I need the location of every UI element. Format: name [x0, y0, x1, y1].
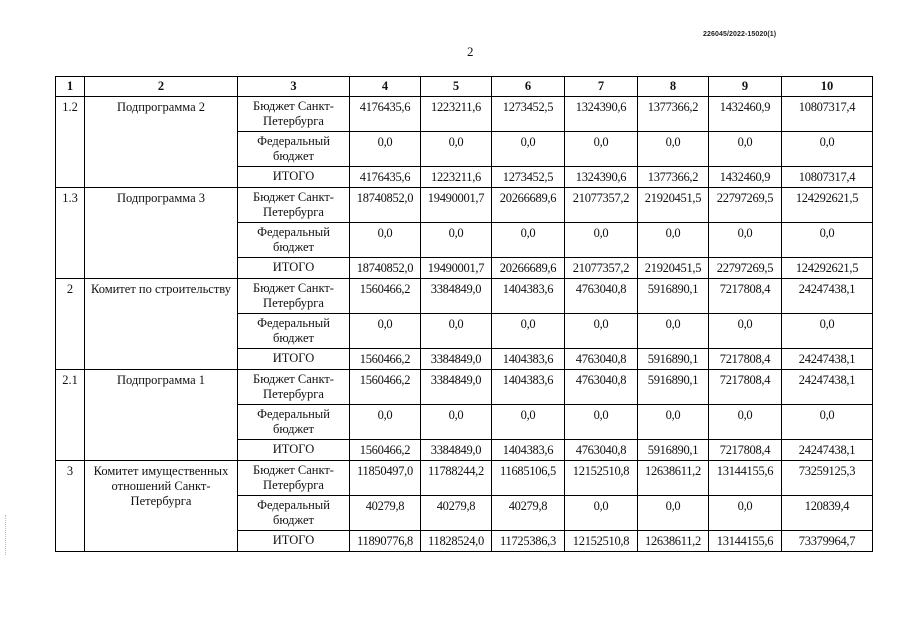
column-header: 10 [782, 77, 873, 97]
amount-cell: 5916890,1 [638, 279, 709, 314]
funding-source: ИТОГО [238, 440, 350, 461]
amount-cell: 0,0 [492, 314, 565, 349]
table-row [56, 188, 873, 223]
amount-cell: 1404383,6 [492, 279, 565, 314]
column-header: 4 [350, 77, 421, 97]
column-header: 1 [56, 77, 85, 97]
amount-cell: 0,0 [782, 314, 873, 349]
amount-cell: 1432460,9 [709, 97, 782, 132]
amount-cell: 0,0 [565, 223, 638, 258]
amount-cell: 1560466,2 [350, 349, 421, 370]
amount-cell: 1273452,5 [492, 167, 565, 188]
amount-cell: 1324390,6 [565, 97, 638, 132]
column-header: 7 [565, 77, 638, 97]
amount-cell: 4176435,6 [350, 97, 421, 132]
amount-cell: 13144155,6 [709, 461, 782, 496]
amount-cell: 124292621,5 [782, 258, 873, 279]
amount-cell: 0,0 [421, 314, 492, 349]
amount-cell: 19490001,7 [421, 188, 492, 223]
document-id: 226045/2022-15020(1) [703, 31, 777, 38]
row-code: 1.2 [56, 97, 85, 188]
amount-cell: 0,0 [638, 496, 709, 531]
amount-cell: 12638611,2 [638, 461, 709, 496]
funding-source: ИТОГО [238, 258, 350, 279]
amount-cell: 0,0 [709, 496, 782, 531]
row-name: Подпрограмма 1 [85, 370, 238, 461]
row-code: 2 [56, 279, 85, 370]
table-row [56, 97, 873, 132]
amount-cell: 24247438,1 [782, 440, 873, 461]
amount-cell: 12638611,2 [638, 531, 709, 552]
table-row [56, 461, 873, 496]
amount-cell: 40279,8 [421, 496, 492, 531]
amount-cell: 1560466,2 [350, 279, 421, 314]
column-header: 9 [709, 77, 782, 97]
amount-cell: 11850497,0 [350, 461, 421, 496]
amount-cell: 3384849,0 [421, 349, 492, 370]
funding-source: Бюджет Санкт-Петербурга [238, 370, 350, 405]
amount-cell: 3384849,0 [421, 279, 492, 314]
amount-cell: 18740852,0 [350, 258, 421, 279]
amount-cell: 0,0 [709, 314, 782, 349]
amount-cell: 11788244,2 [421, 461, 492, 496]
amount-cell: 3384849,0 [421, 440, 492, 461]
amount-cell: 12152510,8 [565, 461, 638, 496]
funding-source: Бюджет Санкт-Петербурга [238, 188, 350, 223]
amount-cell: 10807317,4 [782, 167, 873, 188]
amount-cell: 0,0 [709, 405, 782, 440]
amount-cell: 1223211,6 [421, 97, 492, 132]
row-code: 2.1 [56, 370, 85, 461]
amount-cell: 24247438,1 [782, 349, 873, 370]
amount-cell: 11828524,0 [421, 531, 492, 552]
funding-source: ИТОГО [238, 167, 350, 188]
amount-cell: 21077357,2 [565, 258, 638, 279]
column-header: 2 [85, 77, 238, 97]
amount-cell: 3384849,0 [421, 370, 492, 405]
amount-cell: 0,0 [421, 405, 492, 440]
amount-cell: 1324390,6 [565, 167, 638, 188]
amount-cell: 1404383,6 [492, 349, 565, 370]
amount-cell: 0,0 [350, 132, 421, 167]
amount-cell: 73379964,7 [782, 531, 873, 552]
amount-cell: 73259125,3 [782, 461, 873, 496]
amount-cell: 24247438,1 [782, 370, 873, 405]
amount-cell: 5916890,1 [638, 370, 709, 405]
amount-cell: 11890776,8 [350, 531, 421, 552]
amount-cell: 40279,8 [350, 496, 421, 531]
amount-cell: 0,0 [782, 132, 873, 167]
funding-source: Бюджет Санкт-Петербурга [238, 97, 350, 132]
column-header: 6 [492, 77, 565, 97]
funding-source: Федеральный бюджет [238, 496, 350, 531]
amount-cell: 0,0 [638, 314, 709, 349]
row-code: 1.3 [56, 188, 85, 279]
amount-cell: 0,0 [421, 223, 492, 258]
amount-cell: 1560466,2 [350, 370, 421, 405]
amount-cell: 0,0 [638, 132, 709, 167]
amount-cell: 4763040,8 [565, 349, 638, 370]
funding-source: Бюджет Санкт-Петербурга [238, 279, 350, 314]
amount-cell: 21077357,2 [565, 188, 638, 223]
funding-source: Бюджет Санкт-Петербурга [238, 461, 350, 496]
amount-cell: 5916890,1 [638, 349, 709, 370]
amount-cell: 0,0 [492, 132, 565, 167]
amount-cell: 11685106,5 [492, 461, 565, 496]
amount-cell: 120839,4 [782, 496, 873, 531]
row-name: Подпрограмма 3 [85, 188, 238, 279]
page-number: 2 [467, 44, 474, 59]
row-name: Комитет по строительству [85, 279, 238, 370]
amount-cell: 0,0 [565, 496, 638, 531]
amount-cell: 0,0 [638, 405, 709, 440]
amount-cell: 4176435,6 [350, 167, 421, 188]
amount-cell: 0,0 [350, 223, 421, 258]
amount-cell: 0,0 [492, 405, 565, 440]
amount-cell: 0,0 [565, 405, 638, 440]
amount-cell: 0,0 [565, 314, 638, 349]
amount-cell: 20266689,6 [492, 188, 565, 223]
amount-cell: 0,0 [565, 132, 638, 167]
funding-source: Федеральный бюджет [238, 314, 350, 349]
row-name: Комитет имущественных отношений Санкт-Петербурга [85, 461, 238, 552]
amount-cell: 24247438,1 [782, 279, 873, 314]
column-header: 5 [421, 77, 492, 97]
amount-cell: 7217808,4 [709, 279, 782, 314]
amount-cell: 18740852,0 [350, 188, 421, 223]
table-body [56, 97, 873, 552]
row-code: 3 [56, 461, 85, 552]
amount-cell: 0,0 [709, 223, 782, 258]
funding-source: ИТОГО [238, 531, 350, 552]
amount-cell: 22797269,5 [709, 258, 782, 279]
column-header: 3 [238, 77, 350, 97]
amount-cell: 22797269,5 [709, 188, 782, 223]
header-row [56, 77, 873, 97]
row-name: Подпрограмма 2 [85, 97, 238, 188]
column-header: 8 [638, 77, 709, 97]
funding-source: Федеральный бюджет [238, 223, 350, 258]
amount-cell: 40279,8 [492, 496, 565, 531]
funding-source: ИТОГО [238, 349, 350, 370]
table-row [56, 370, 873, 405]
amount-cell: 1377366,2 [638, 167, 709, 188]
amount-cell: 21920451,5 [638, 188, 709, 223]
amount-cell: 1404383,6 [492, 370, 565, 405]
amount-cell: 10807317,4 [782, 97, 873, 132]
budget-table [55, 76, 873, 552]
table-row [56, 279, 873, 314]
amount-cell: 0,0 [638, 223, 709, 258]
amount-cell: 1223211,6 [421, 167, 492, 188]
amount-cell: 1377366,2 [638, 97, 709, 132]
amount-cell: 1404383,6 [492, 440, 565, 461]
amount-cell: 1432460,9 [709, 167, 782, 188]
amount-cell: 19490001,7 [421, 258, 492, 279]
amount-cell: 13144155,6 [709, 531, 782, 552]
amount-cell: 0,0 [350, 405, 421, 440]
amount-cell: 0,0 [421, 132, 492, 167]
amount-cell: 20266689,6 [492, 258, 565, 279]
amount-cell: 0,0 [350, 314, 421, 349]
amount-cell: 1560466,2 [350, 440, 421, 461]
amount-cell: 12152510,8 [565, 531, 638, 552]
amount-cell: 0,0 [782, 223, 873, 258]
amount-cell: 1273452,5 [492, 97, 565, 132]
amount-cell: 4763040,8 [565, 440, 638, 461]
funding-source: Федеральный бюджет [238, 132, 350, 167]
amount-cell: 0,0 [709, 132, 782, 167]
amount-cell: 11725386,3 [492, 531, 565, 552]
amount-cell: 0,0 [782, 405, 873, 440]
margin-marks [5, 515, 8, 555]
amount-cell: 7217808,4 [709, 440, 782, 461]
amount-cell: 5916890,1 [638, 440, 709, 461]
amount-cell: 7217808,4 [709, 349, 782, 370]
funding-source: Федеральный бюджет [238, 405, 350, 440]
amount-cell: 21920451,5 [638, 258, 709, 279]
amount-cell: 7217808,4 [709, 370, 782, 405]
amount-cell: 4763040,8 [565, 370, 638, 405]
amount-cell: 4763040,8 [565, 279, 638, 314]
amount-cell: 124292621,5 [782, 188, 873, 223]
amount-cell: 0,0 [492, 223, 565, 258]
